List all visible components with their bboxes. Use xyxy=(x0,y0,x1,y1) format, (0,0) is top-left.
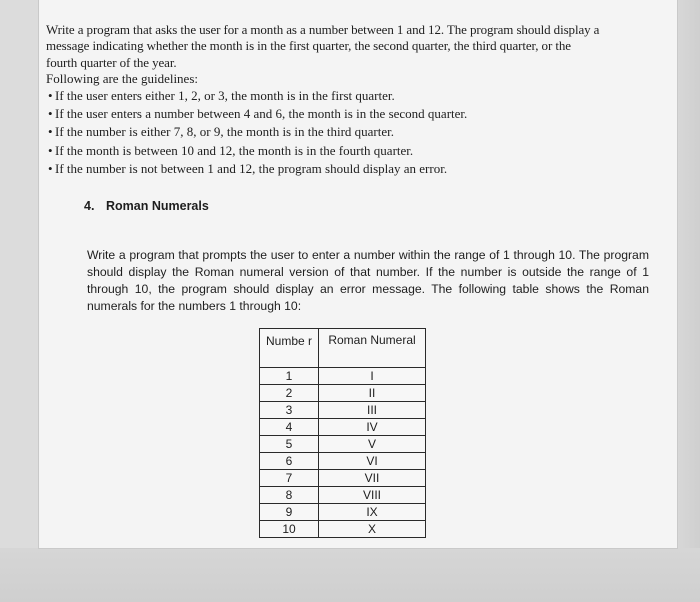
background-bottom xyxy=(0,548,700,602)
roman-cell: VI xyxy=(319,453,426,470)
problem-3-text xyxy=(46,22,616,180)
intro-line-2: message indicating whether the month is in the first quarter, the second quarter, the third quarter, or the xyxy=(46,38,571,54)
bullet-icon: • xyxy=(48,161,53,177)
list-item xyxy=(46,161,616,177)
roman-cell: II xyxy=(319,385,426,402)
number-cell: 5 xyxy=(260,436,319,453)
section-heading xyxy=(84,199,209,213)
number-cell: 7 xyxy=(260,470,319,487)
bullet-icon: • xyxy=(48,106,53,122)
guideline-text: If the user enters either 1, 2, or 3, the month is in the first quarter. xyxy=(55,87,395,103)
header-number: Numbe r xyxy=(260,329,319,368)
number-cell: 10 xyxy=(260,521,319,538)
number-cell: 3 xyxy=(260,402,319,419)
bullet-icon: • xyxy=(48,124,53,140)
table-row xyxy=(260,419,426,436)
roman-cell: IV xyxy=(319,419,426,436)
list-item xyxy=(46,106,616,122)
number-cell: 9 xyxy=(260,504,319,521)
roman-cell: V xyxy=(319,436,426,453)
roman-cell: IX xyxy=(319,504,426,521)
roman-cell: X xyxy=(319,521,426,538)
roman-cell: I xyxy=(319,368,426,385)
roman-cell: III xyxy=(319,402,426,419)
table-header-row xyxy=(260,329,426,368)
table-row xyxy=(260,504,426,521)
number-cell: 4 xyxy=(260,419,319,436)
table-row xyxy=(260,487,426,504)
bullet-icon: • xyxy=(48,142,53,158)
table-row xyxy=(260,385,426,402)
table-row xyxy=(260,453,426,470)
table-row xyxy=(260,402,426,419)
guidelines-title: Following are the guidelines: xyxy=(46,71,199,87)
guideline-text: If the number is either 7, 8, or 9, the month is in the third quarter. xyxy=(55,124,395,140)
background-right xyxy=(676,0,700,602)
section-title: Roman Numerals xyxy=(106,199,209,213)
number-cell: 6 xyxy=(260,453,319,470)
table-row xyxy=(260,470,426,487)
table-row xyxy=(260,368,426,385)
table-row xyxy=(260,521,426,538)
list-item xyxy=(46,88,616,104)
list-item xyxy=(46,124,616,140)
list-item xyxy=(46,143,616,159)
number-cell: 1 xyxy=(260,368,319,385)
problem-4-description: Write a program that prompts the user to enter a number within the range of 1 through 10. The program should display the Roman numeral version of that number. If the number is outside the range of 1 through 10, the program should display an error message. The following table shows the Roman numerals for the numbers 1 through 10: xyxy=(87,248,649,313)
roman-cell: VIII xyxy=(319,487,426,504)
roman-cell: VII xyxy=(319,470,426,487)
bullet-icon: • xyxy=(48,87,53,103)
guidelines-list xyxy=(46,88,616,178)
number-cell: 8 xyxy=(260,487,319,504)
section-number: 4. xyxy=(84,199,95,213)
roman-numeral-table xyxy=(259,328,426,538)
intro-line-1: Write a program that asks the user for a month as a number between 1 and 12. The program should display a xyxy=(46,22,600,37)
header-roman-numeral: Roman Numeral xyxy=(319,329,426,368)
guideline-text: If the user enters a number between 4 and 6, the month is in the second quarter. xyxy=(55,106,468,122)
guideline-text: If the month is between 10 and 12, the month is in the fourth quarter. xyxy=(55,142,414,158)
number-cell: 2 xyxy=(260,385,319,402)
intro-line-3: fourth quarter of the year. xyxy=(46,54,177,70)
guideline-text: If the number is not between 1 and 12, the program should display an error. xyxy=(55,161,448,177)
table-row xyxy=(260,436,426,453)
